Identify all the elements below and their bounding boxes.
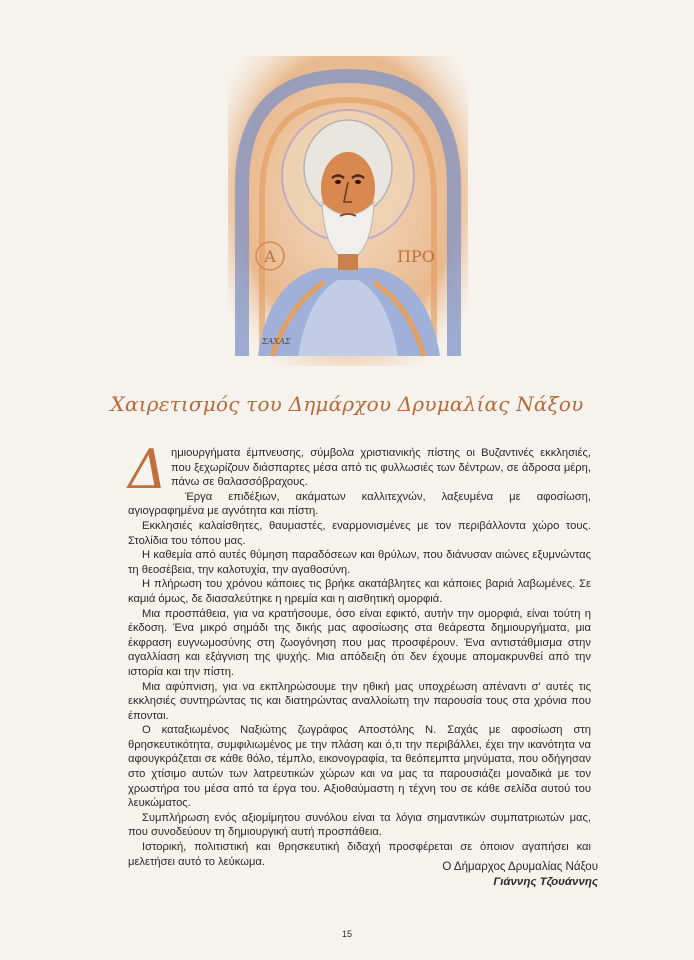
paragraph-10: Ιστορική, πολιτιστική και θρησκευτική διδαχή προσφέρεται σε όποιον αγαπήσει και μελετήσει αυτό το λεύκωμα. [128,841,591,868]
paragraph-7: Μια αφύπνιση, για να εκπληρώσουμε την ηθική μας υποχρέωση απέναντι σ' αυτές τις εκκλησιές συντηρώντας τις και διατηρώντας αναλλοίωτη την παρουσία τους στα χρόνια που έπονται. [128,680,591,722]
fresco-illustration [228,56,468,366]
artist-signature: ΣΑΧΑΣ [262,337,291,346]
paragraph-2: Έργα επιδέξιων, ακάματων καλλιτεχνών, λαξευμένα με αφοσίωση, αγιογραφημένα με αγνότητα και πίστη. [128,490,591,518]
paragraph-4: Η καθεμία από αυτές θύμηση παραδόσεων και θρύλων, που διάνυσαν αιώνες εξυμνώντας τη θεοσέβεια, την καλοτυχία, την αγαθοσύνη. [128,549,591,576]
fresco-letters-right: ΠΡΟ [397,247,435,266]
paragraph-8: Ο καταξιωμένος Ναξιώτης ζωγράφος Αποστόλης Ν. Σαχάς με αφοσίωση στη θρησκευτικότητα, συμφιλιωμένος με την πλάση και ό,τι την περιβάλλει, έχει την ικανότητα να αφουγκράζεται σε κάθε θόλο, τέμπλο, εικονογραφία, τα θεόπεμπτα μηνύματα, που οδήγησαν στο χτίσιμο αυτών των λατρευτικών χώρων και να μας τα παρουσιάζει μοναδικά με τον χρωστήρα του μέσα από τα έργα του. Αξιοθαύμαστη η τέχνη του σε κάθε σελίδα αυτού του λευκώματος. [128,724,591,810]
paragraph-9: Συμπλήρωση ενός αξιομίμητου συνόλου είναι τα λόγια σημαντικών συμπατριωτών μας, που συνοδεύουν τη δημιουργική αυτή προσπάθεια. [128,811,591,839]
saint-portrait-image [228,56,468,366]
page-number: 15 [341,929,352,939]
drop-cap: Δ [128,438,167,501]
page-title: Χαιρετισμός του Δημάρχου Δρυμαλίας Νάξου [110,392,584,416]
fresco-letter-left: Α [264,247,276,266]
paragraph-5: Η πλήρωση του χρόνου κάποιες τις βρήκε ακατάβλητες και κάποιες βαριά λαβωμένες. Σε καμιά όμως, δε διασαλεύτηκε η ηρεμία και η αισθητική ομορφιά. [128,578,591,605]
letter-body [128,438,591,869]
signature-name: Γιάννης Τζουάννης [493,876,598,888]
paragraph-3: Εκκλησιές καλαίσθητες, θαυμαστές, εναρμονισμένες με τον περιβάλλοντα χώρο τους. Στολίδια του τόπου μας. [128,519,591,547]
paragraph-6: Μια προσπάθεια, για να κρατήσουμε, όσο είναι εφικτό, αυτήν την ομορφιά, είναι τούτη η έκδοση. Ένα μικρό σημάδι της δικής μας αφοσίωσης στα θεάρεστα δημιουργήματα, μια έκφραση ευγνωμοσύνης στη ζωογόνηση που μας προσφέρουν. Ένα αντιστάθμισμα στην αγαλλίαση και εξάγνιση της ψυχής. Μια απόδειξη ότι δεν έχουμε απομακρυνθεί από την ιστορία και την πίστη. [128,607,591,678]
signature-block [442,860,598,890]
signature-role: Ο Δήμαρχος Δρυμαλίας Νάξου [442,861,598,873]
paragraph-1: Δημιουργήματα έμπνευσης, σύμβολα χριστιανικής πίστης οι Βυζαντινές εκκλησιές, που ξεχωρίζουν διάσπαρτες μέσα από τις φυλλωσιές των δέντρων, σε άδροσα μέρη, πάνω σε θαλασσόβραχους. [128,438,591,501]
